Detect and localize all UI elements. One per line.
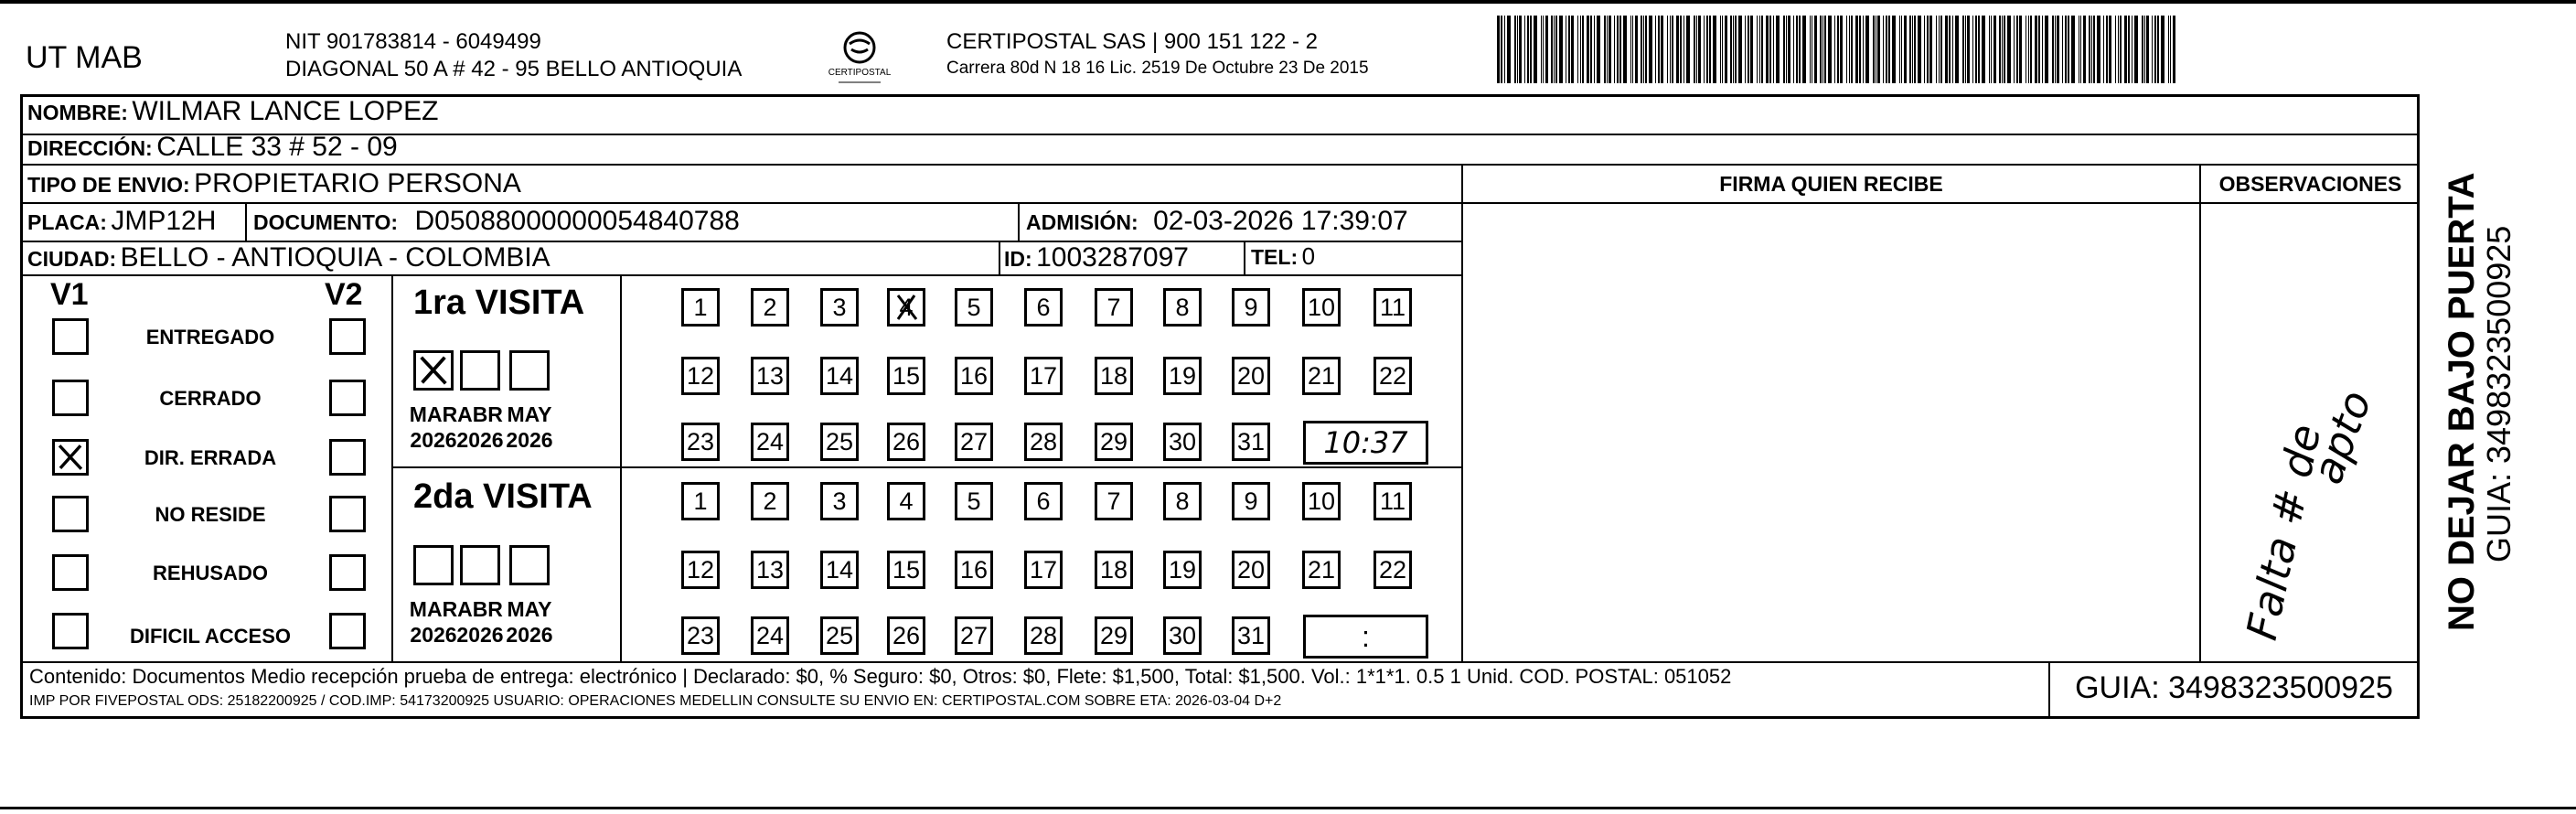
day-box[interactable]: 26: [887, 423, 925, 461]
day-box[interactable]: 10: [1302, 482, 1341, 520]
company-name: UT MAB: [26, 40, 143, 75]
month-label: MAR: [409, 597, 458, 621]
month-checkbox[interactable]: [460, 350, 500, 391]
day-box[interactable]: 12: [681, 551, 720, 589]
day-box[interactable]: 17: [1024, 357, 1063, 395]
status-label: DIR. ERRADA: [144, 446, 277, 469]
documento-cell: [253, 206, 740, 237]
day-box[interactable]: 6: [1024, 288, 1063, 327]
direccion-label: DIRECCIÓN:: [27, 136, 153, 160]
placa-label: PLACA:: [27, 210, 107, 234]
col-line: [1244, 241, 1245, 274]
day-box[interactable]: 31: [1232, 616, 1270, 655]
day-box[interactable]: 29: [1095, 423, 1133, 461]
day-box[interactable]: 25: [820, 616, 859, 655]
day-box[interactable]: 22: [1374, 551, 1412, 589]
month-label: MAY: [507, 597, 552, 621]
day-box[interactable]: 8: [1163, 288, 1202, 327]
month-label: ABR: [457, 402, 503, 426]
year-label: 2026: [456, 623, 504, 647]
day-box[interactable]: 30: [1163, 616, 1202, 655]
day-box[interactable]: 31: [1232, 423, 1270, 461]
admision-label: ADMISIÓN:: [1026, 210, 1138, 234]
month-checkbox[interactable]: [413, 350, 454, 391]
id-cell: [1004, 242, 1189, 273]
month-checkbox[interactable]: [509, 350, 550, 391]
day-box[interactable]: 5: [955, 288, 993, 327]
col-line: [245, 202, 247, 241]
svg-text:CERTIPOSTAL: CERTIPOSTAL: [828, 68, 892, 78]
status-label: ENTREGADO: [145, 326, 275, 348]
day-box[interactable]: 11: [1374, 288, 1412, 327]
day-box[interactable]: 18: [1095, 551, 1133, 589]
day-box[interactable]: 16: [955, 551, 993, 589]
placa-cell: [27, 206, 216, 237]
tel-label: TEL:: [1251, 245, 1299, 269]
day-box[interactable]: 7: [1095, 482, 1133, 520]
admision-cell: [1026, 206, 1408, 237]
barcode: [1497, 16, 2178, 83]
row-line: [20, 202, 1461, 204]
month-checkbox[interactable]: [509, 545, 550, 585]
side-text-line-2: GUIA: 3498323500925: [2480, 225, 2517, 562]
year-label: 2026: [410, 623, 457, 647]
col-line: [1461, 164, 1463, 661]
status-label: DIFICIL ACCESO: [129, 625, 291, 648]
col-line: [1018, 202, 1020, 241]
day-box[interactable]: 19: [1163, 551, 1202, 589]
company-nit: NIT 901783814 - 6049499: [285, 29, 541, 54]
day-box[interactable]: 12: [681, 357, 720, 395]
documento-label: DOCUMENTO:: [253, 210, 399, 234]
ciudad-cell: [27, 242, 550, 273]
row-line: [20, 661, 2420, 663]
day-box[interactable]: 11: [1374, 482, 1412, 520]
carrier-license: Carrera 80d N 18 16 Lic. 2519 De Octubre 23 De 2015: [946, 59, 1369, 78]
direccion-row: [27, 132, 398, 163]
day-box[interactable]: 1: [681, 288, 720, 327]
observaciones-header: OBSERVACIONES: [2218, 172, 2402, 196]
nombre-value: WILMAR LANCE LOPEZ: [132, 96, 439, 126]
visit-time-box[interactable]: [1303, 615, 1428, 659]
day-box[interactable]: 26: [887, 616, 925, 655]
day-box[interactable]: 2: [751, 482, 789, 520]
first-visit-title: 1ra VISITA: [413, 284, 585, 322]
year-label: 2026: [506, 623, 553, 647]
row-line: [1461, 202, 2420, 204]
side-text: [2423, 110, 2533, 636]
month-checkbox[interactable]: [413, 545, 454, 585]
visit-time-box[interactable]: [1303, 421, 1428, 465]
v1-header: V1: [50, 277, 89, 312]
status-v2-checkbox[interactable]: [329, 318, 366, 355]
day-box[interactable]: 7: [1095, 288, 1133, 327]
day-box[interactable]: 6: [1024, 482, 1063, 520]
second-visit-title: 2da VISITA: [413, 477, 593, 516]
footer-imp: IMP POR FIVEPOSTAL ODS: 25182200925 / COD.IMP: 54173200925 USUARIO: OPERACIONES MEDELLIN CONSULTE SU ENVIO EN: CERTIPOSTAL.COM SOBRE ETA: 2026-03-04 D+2: [29, 693, 1282, 709]
year-label: 2026: [410, 428, 457, 452]
tipo-label: TIPO DE ENVIO:: [27, 173, 190, 197]
day-box[interactable]: 15: [887, 551, 925, 589]
direccion-value: CALLE 33 # 52 - 09: [156, 132, 398, 162]
status-v2-checkbox[interactable]: [329, 496, 366, 532]
id-value: 1003287097: [1036, 242, 1189, 273]
day-box[interactable]: 14: [820, 551, 859, 589]
day-box[interactable]: 4: [887, 482, 925, 520]
ciudad-label: CIUDAD:: [27, 247, 117, 271]
day-box[interactable]: 27: [955, 616, 993, 655]
col-line: [999, 241, 1000, 274]
day-box[interactable]: 29: [1095, 616, 1133, 655]
ciudad-value: BELLO - ANTIOQUIA - COLOMBIA: [120, 242, 550, 273]
status-v1-checkbox[interactable]: [52, 439, 89, 476]
documento-value: D05088000000054840788: [414, 206, 740, 236]
id-label: ID:: [1004, 247, 1032, 271]
day-box[interactable]: 9: [1232, 288, 1270, 327]
day-box[interactable]: 21: [1302, 357, 1341, 395]
bottom-edge-line: [0, 807, 2576, 809]
month-label: MAY: [507, 402, 552, 426]
status-v2-checkbox[interactable]: [329, 380, 366, 416]
month-label: ABR: [457, 597, 503, 621]
day-box[interactable]: 9: [1232, 482, 1270, 520]
day-box[interactable]: 18: [1095, 357, 1133, 395]
status-v1-checkbox[interactable]: [52, 318, 89, 355]
day-box[interactable]: 19: [1163, 357, 1202, 395]
visit-time-value: :: [1362, 619, 1370, 653]
top-edge-line: [0, 0, 2576, 4]
day-box[interactable]: 10: [1302, 288, 1341, 327]
nombre-label: NOMBRE:: [27, 101, 128, 124]
day-box[interactable]: 20: [1232, 357, 1270, 395]
status-v1-checkbox[interactable]: [52, 496, 89, 532]
tel-cell: [1251, 242, 1315, 271]
status-v1-checkbox[interactable]: [52, 554, 89, 591]
year-label: 2026: [456, 428, 504, 452]
day-box[interactable]: 25: [820, 423, 859, 461]
day-box[interactable]: 15: [887, 357, 925, 395]
status-label: CERRADO: [159, 387, 262, 410]
year-label: 2026: [506, 428, 553, 452]
day-box[interactable]: 4: [887, 288, 925, 327]
day-box[interactable]: 17: [1024, 551, 1063, 589]
day-box[interactable]: 3: [820, 482, 859, 520]
day-box[interactable]: 30: [1163, 423, 1202, 461]
day-box[interactable]: 3: [820, 288, 859, 327]
tipo-row: [27, 168, 521, 199]
day-box[interactable]: 28: [1024, 423, 1063, 461]
tel-value: 0: [1301, 242, 1316, 270]
day-box[interactable]: 23: [681, 616, 720, 655]
status-v1-checkbox[interactable]: [52, 380, 89, 416]
side-text-line-1: NO DEJAR BAJO PUERTA: [2442, 172, 2482, 631]
day-box[interactable]: 13: [751, 357, 789, 395]
day-box[interactable]: 21: [1302, 551, 1341, 589]
day-box[interactable]: 20: [1232, 551, 1270, 589]
day-box[interactable]: 5: [955, 482, 993, 520]
day-box[interactable]: 23: [681, 423, 720, 461]
nombre-row: [27, 96, 438, 127]
day-box[interactable]: 22: [1374, 357, 1412, 395]
day-box[interactable]: 2: [751, 288, 789, 327]
day-box[interactable]: 8: [1163, 482, 1202, 520]
v2-header: V2: [325, 277, 363, 312]
row-line: [20, 164, 2420, 166]
day-box[interactable]: 13: [751, 551, 789, 589]
footer-contenido: Contenido: Documentos Medio recepción prueba de entrega: electrónico | Declarado: $0, % Seguro: $0, Otros: $0, Flete: $1,500, Total: $1,500. Vol.: 1*1*1. 0.5 1 Unid. COD. POSTAL: 051052: [29, 665, 1732, 688]
day-box[interactable]: 27: [955, 423, 993, 461]
admision-value: 02-03-2026 17:39:07: [1153, 206, 1408, 236]
firma-header: FIRMA QUIEN RECIBE: [1719, 172, 1943, 196]
col-line: [2199, 164, 2201, 661]
status-v1-checkbox[interactable]: [52, 613, 89, 649]
day-box[interactable]: 14: [820, 357, 859, 395]
tipo-value: PROPIETARIO PERSONA: [194, 168, 521, 198]
row-line: [391, 466, 1461, 468]
day-box[interactable]: 16: [955, 357, 993, 395]
status-label: REHUSADO: [153, 562, 268, 584]
certipostal-logo: [828, 29, 892, 86]
observation-handwriting-line-2: apto: [2302, 383, 2381, 490]
day-box[interactable]: 24: [751, 616, 789, 655]
observation-handwriting-line-1: Falta # de: [2236, 420, 2331, 645]
status-label: NO RESIDE: [155, 503, 266, 526]
footer-guia: GUIA: 3498323500925: [2075, 670, 2393, 705]
day-box[interactable]: 28: [1024, 616, 1063, 655]
status-v2-checkbox[interactable]: [329, 554, 366, 591]
month-checkbox[interactable]: [460, 545, 500, 585]
status-v2-checkbox[interactable]: [329, 613, 366, 649]
day-box[interactable]: 24: [751, 423, 789, 461]
day-box[interactable]: 1: [681, 482, 720, 520]
carrier-name: CERTIPOSTAL SAS | 900 151 122 - 2: [946, 29, 1318, 54]
status-v2-checkbox[interactable]: [329, 439, 366, 476]
row-line: [20, 274, 1461, 276]
observation-handwriting: [2202, 212, 2418, 659]
company-address: DIAGONAL 50 A # 42 - 95 BELLO ANTIOQUIA: [285, 57, 743, 81]
placa-value: JMP12H: [111, 206, 217, 236]
visit-time-value: 10:37: [1323, 425, 1408, 460]
month-label: MAR: [409, 402, 458, 426]
